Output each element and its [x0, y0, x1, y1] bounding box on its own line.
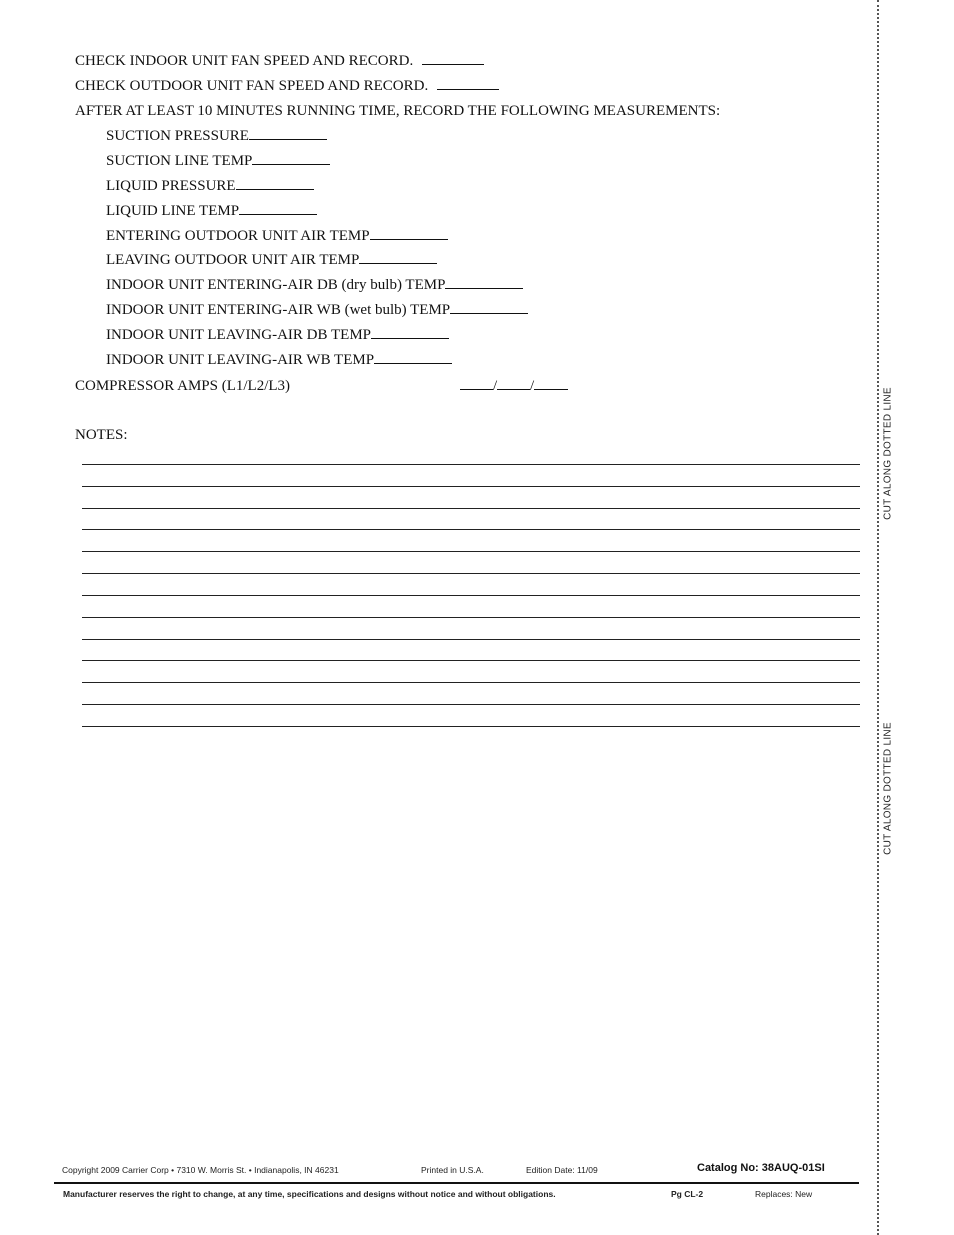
notes-line[interactable] — [82, 486, 860, 487]
outdoor-fan-speed-label: CHECK OUTDOOR UNIT FAN SPEED AND RECORD. — [75, 78, 429, 94]
measurement-blank[interactable] — [450, 299, 528, 314]
measurement-label: INDOOR UNIT ENTERING-AIR DB (dry bulb) TEMP — [106, 277, 446, 293]
measurement-blank[interactable] — [371, 324, 449, 339]
measurement-blank[interactable] — [249, 125, 327, 140]
measurement-blank[interactable] — [239, 200, 317, 215]
measurement-row — [106, 225, 448, 247]
measurement-label: SUCTION PRESSURE — [106, 128, 249, 144]
amps-separator: / — [493, 378, 498, 394]
measurement-label: SUCTION LINE TEMP — [106, 153, 253, 169]
notes-line[interactable] — [82, 660, 860, 661]
indoor-fan-speed-row — [75, 50, 484, 72]
outdoor-fan-speed-blank[interactable] — [437, 75, 499, 90]
measurement-blank[interactable] — [236, 175, 314, 190]
measurement-label: LEAVING OUTDOOR UNIT AIR TEMP — [106, 252, 360, 268]
footer-copyright: Copyright 2009 Carrier Corp • 7310 W. Morris St. • Indianapolis, IN 46231 — [62, 1165, 339, 1175]
outdoor-fan-speed-row — [75, 75, 499, 97]
notes-line[interactable] — [82, 682, 860, 683]
measurement-label: INDOOR UNIT LEAVING-AIR WB TEMP — [106, 352, 375, 368]
measurement-row — [106, 274, 523, 296]
notes-line[interactable] — [82, 464, 860, 465]
notes-line[interactable] — [82, 704, 860, 705]
indoor-fan-speed-label: CHECK INDOOR UNIT FAN SPEED AND RECORD. — [75, 53, 414, 69]
notes-line[interactable] — [82, 726, 860, 727]
notes-line[interactable] — [82, 529, 860, 530]
measurement-blank[interactable] — [445, 274, 523, 289]
measurement-label: ENTERING OUTDOOR UNIT AIR TEMP — [106, 228, 370, 244]
footer-disclaimer: Manufacturer reserves the right to change, at any time, specifications and designs without notice and without obligations. — [63, 1189, 556, 1199]
compressor-amps-fields — [460, 375, 568, 397]
after-running-instruction: AFTER AT LEAST 10 MINUTES RUNNING TIME, RECORD THE FOLLOWING MEASUREMENTS: — [75, 103, 721, 119]
indoor-fan-speed-blank[interactable] — [422, 50, 484, 65]
notes-line[interactable] — [82, 595, 860, 596]
notes-line[interactable] — [82, 617, 860, 618]
footer-edition-date: Edition Date: 11/09 — [526, 1165, 598, 1175]
measurement-blank[interactable] — [370, 225, 448, 240]
measurement-row — [106, 249, 437, 271]
measurement-blank[interactable] — [252, 150, 330, 165]
footer-divider — [54, 1182, 859, 1184]
notes-label: NOTES: — [75, 427, 128, 443]
measurement-row — [106, 200, 317, 222]
measurement-blank[interactable] — [359, 249, 437, 264]
cut-along-dotted-line-label: CUT ALONG DOTTED LINE — [882, 722, 894, 855]
notes-line[interactable] — [82, 639, 860, 640]
measurement-row — [106, 299, 528, 321]
measurement-row — [106, 150, 330, 172]
amps-l1-blank[interactable] — [460, 375, 493, 390]
measurement-label: INDOOR UNIT LEAVING-AIR DB TEMP — [106, 327, 371, 343]
amps-separator: / — [530, 378, 535, 394]
catalog-number: Catalog No: 38AUQ-01SI — [697, 1162, 825, 1174]
measurement-label: LIQUID PRESSURE — [106, 178, 236, 194]
footer-page-number: Pg CL-2 — [671, 1189, 704, 1199]
measurement-row — [106, 324, 449, 346]
notes-line[interactable] — [82, 508, 860, 509]
notes-line[interactable] — [82, 551, 860, 552]
measurement-label: INDOOR UNIT ENTERING-AIR WB (wet bulb) TEMP — [106, 302, 451, 318]
compressor-amps-row — [75, 375, 535, 397]
amps-l2-blank[interactable] — [497, 375, 530, 390]
footer-replaces: Replaces: New — [755, 1189, 813, 1199]
amps-l3-blank[interactable] — [534, 375, 568, 390]
notes-line[interactable] — [82, 573, 860, 574]
measurement-label: LIQUID LINE TEMP — [106, 203, 240, 219]
measurement-row — [106, 175, 314, 197]
cut-dotted-line — [877, 0, 879, 1235]
measurement-blank[interactable] — [374, 349, 452, 364]
footer-printed: Printed in U.S.A. — [421, 1165, 484, 1175]
compressor-amps-label: COMPRESSOR AMPS (L1/L2/L3) — [75, 378, 291, 394]
measurement-row — [106, 349, 452, 371]
cut-along-dotted-line-label: CUT ALONG DOTTED LINE — [882, 387, 894, 520]
measurement-row — [106, 125, 327, 147]
